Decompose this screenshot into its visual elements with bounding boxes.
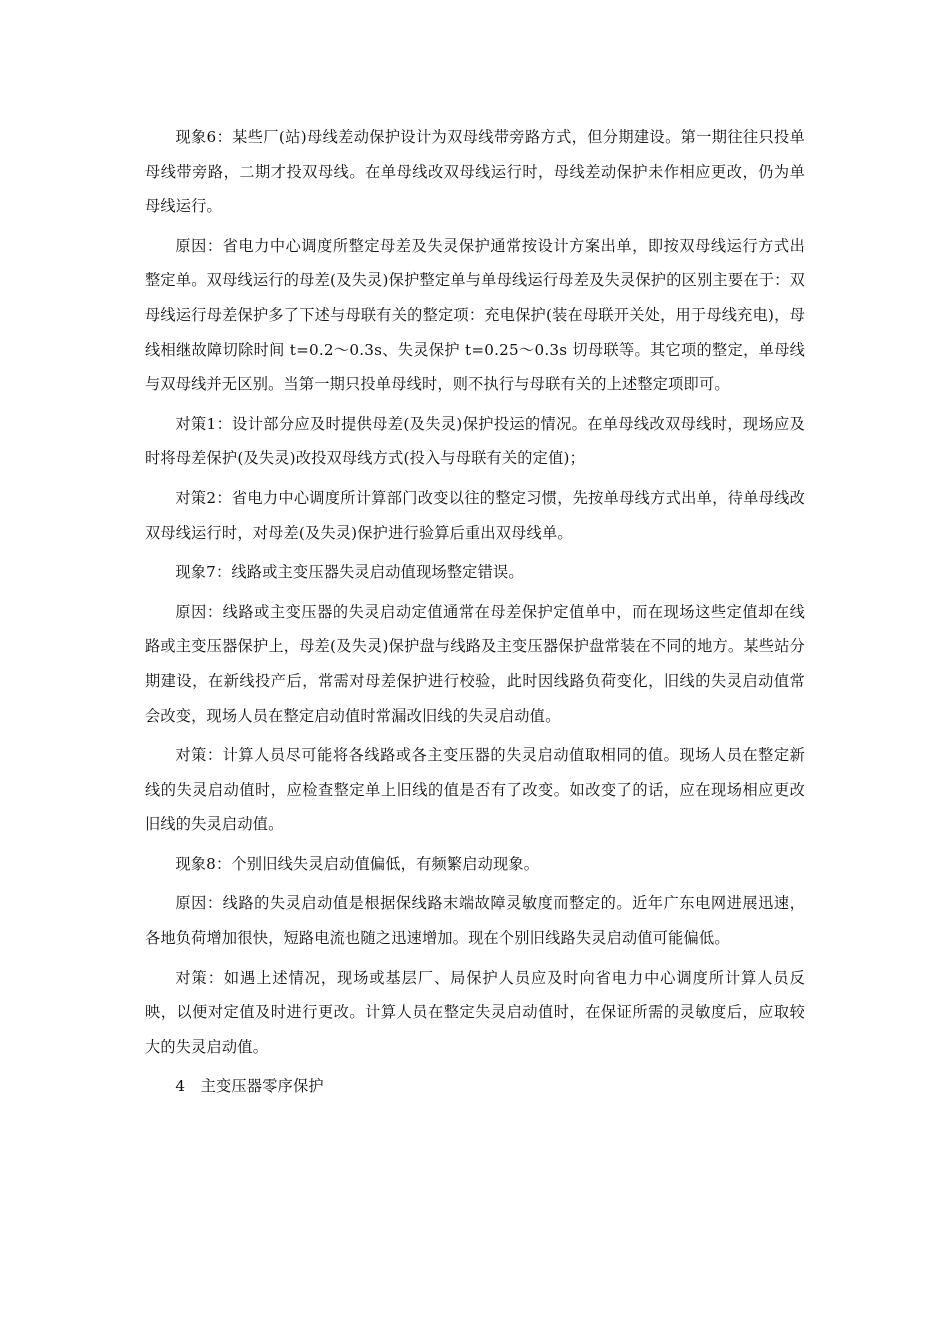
paragraph-countermeasure-7: 对策：计算人员尽可能将各线路或各主变压器的失灵启动值取相同的值。现场人员在整定新线的失灵启动值时，应检查整定单上旧线的值是否有了改变。如改变了的话，应在现场相应更改旧线的失灵启动值。 (145, 746, 805, 834)
paragraph-countermeasure-2: 对策2：省电力中心调度所计算部门改变以往的整定习惯，先按单母线方式出单，待单母线改双母线运行时，对母差(及失灵)保护进行验算后重出双母线单。 (145, 488, 805, 542)
section-heading: 4 主变压器零序保护 (175, 1077, 324, 1096)
paragraph-cause-7: 原因：线路或主变压器的失灵启动定值通常在母差保护定值单中，而在现场这些定值却在线路或主变压器保护上，母差(及失灵)保护盘与线路及主变压器保护盘常装在不同的地方。某些站分期建设，在新线投产后，常需对母差保护进行校验，此时因线路负荷变化，旧线的失灵启动值常会改变，现场人员在整定启动值时常漏改旧线的失灵启动值。 (145, 602, 805, 725)
paragraph-cause-8: 原因：线路的失灵启动值是根据保线路末端故障灵敏度而整定的。近年广东电网进展迅速，各地负荷增加很快，短路电流也随之迅速增加。现在个别旧线路失灵启动值可能偏低。 (145, 894, 805, 948)
paragraph-phenomenon-7: 现象7：线路或主变压器失灵启动值现场整定错误。 (175, 563, 524, 582)
paragraph-countermeasure-8: 对策：如遇上述情况，现场或基层厂、局保护人员应及时向省电力中心调度所计算人员反映，以便对定值及时进行更改。计算人员在整定失灵启动值时，在保证所需的灵敏度后，应取较大的失灵启动值。 (145, 968, 805, 1056)
paragraph-cause-6: 原因：省电力中心调度所整定母差及失灵保护通常按设计方案出单，即按双母线运行方式出整定单。双母线运行的母差(及失灵)保护整定单与单母线运行母差及失灵保护的区别主要在于：双母线运行母差保护多了下述与母联有关的整定项：充电保护(装在母联开关处，用于母线充电)，母线相继故障切除时间 t=0.2～0.3s、失灵保护 t=0.25～0.3s 切母联等。其它项的整定，单母线与双母线并无区别。当第一期只投单母线时，则不执行与母联有关的上述整定项即可。 (145, 236, 805, 394)
document-body (145, 120, 805, 1104)
paragraph-phenomenon-6: 现象6：某些厂(站)母线差动保护设计为双母线带旁路方式，但分期建设。第一期往往只投单母线带旁路，二期才投双母线。在单母线改双母线运行时，母线差动保护未作相应更改，仍为单母线运行。 (145, 128, 805, 216)
paragraph-countermeasure-1: 对策1：设计部分应及时提供母差(及失灵)保护投运的情况。在单母线改双母线时，现场应及时将母差保护(及失灵)改投双母线方式(投入与母联有关的定值)； (145, 414, 805, 468)
paragraph-phenomenon-8: 现象8：个别旧线失灵启动值偏低，有频繁启动现象。 (175, 854, 540, 873)
